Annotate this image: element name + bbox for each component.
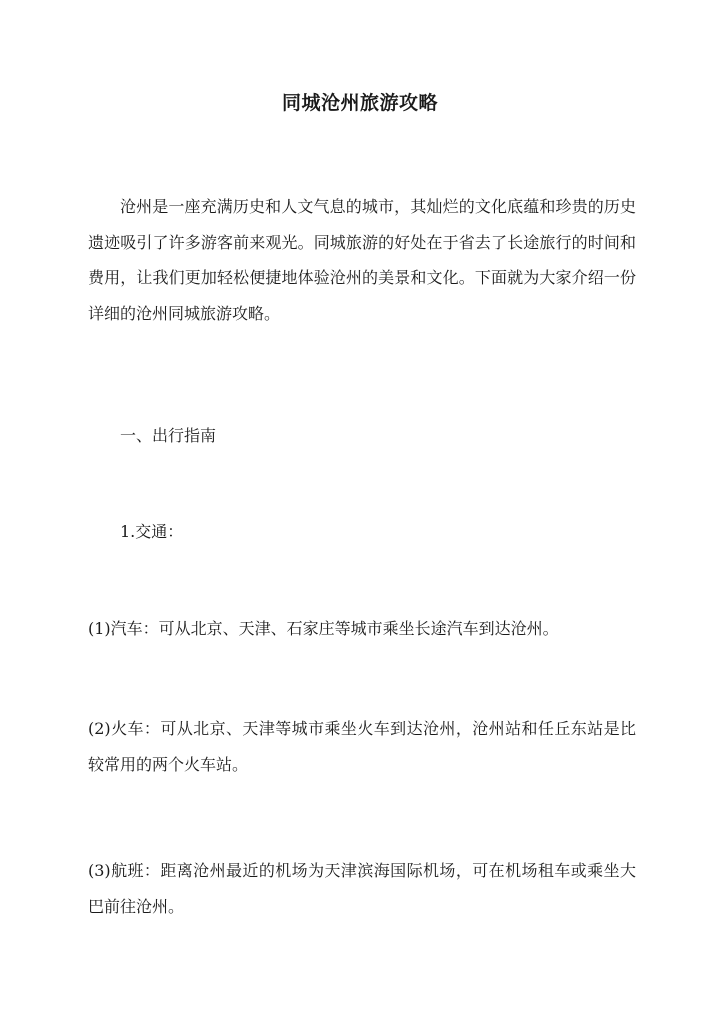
intro-paragraph: 沧州是一座充满历史和人文气息的城市，其灿烂的文化底蕴和珍贵的历史遗迹吸引了许多游客前来观光。同城旅游的好处在于省去了长途旅行的时间和费用，让我们更加轻松便捷地体验沧州的美景和文化。下面就为大家介绍一份详细的沧州同城旅游攻略。: [88, 197, 636, 323]
transport-item-flight: (3)航班：距离沧州最近的机场为天津滨海国际机场，可在机场租车或乘坐大巴前往沧州。: [88, 861, 636, 916]
transport-item-train: (2)火车：可从北京、天津等城市乘坐火车到达沧州，沧州站和任丘东站是比较常用的两个火车站。: [88, 719, 636, 774]
section-heading-travel-guide: 一、出行指南: [120, 426, 217, 445]
subsection-heading-transport: 1.交通：: [120, 522, 184, 541]
document-title: 同城沧州旅游攻略: [281, 92, 438, 114]
transport-item-bus: (1)汽车：可从北京、天津、石家庄等城市乘坐长途汽车到达沧州。: [88, 619, 559, 638]
